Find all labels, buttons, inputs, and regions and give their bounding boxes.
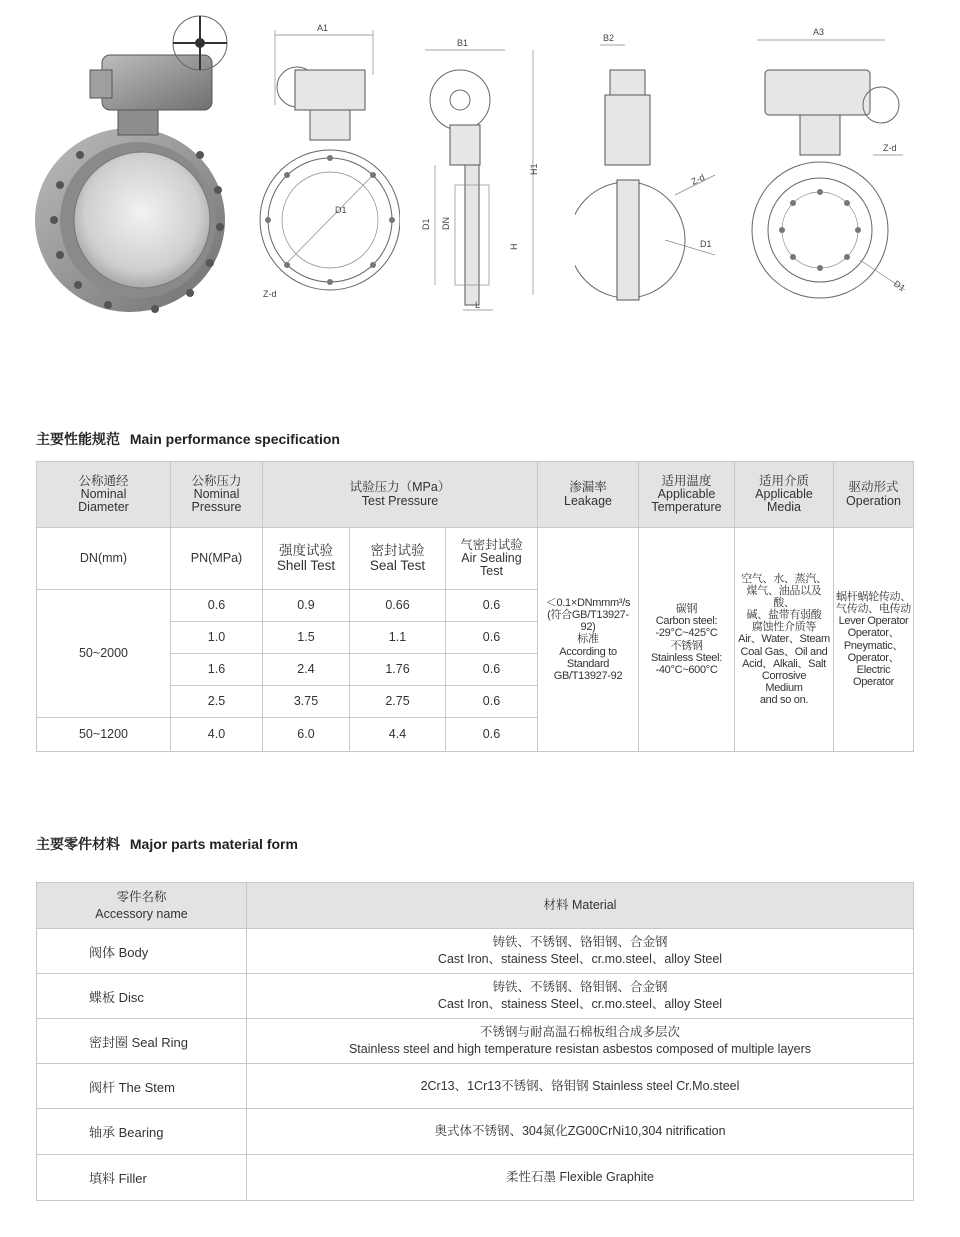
label-a3: A3 <box>813 27 825 37</box>
performance-title-en: Main performance specification <box>129 431 340 447</box>
table-row <box>37 974 914 1019</box>
table-row <box>37 1019 914 1064</box>
table-row <box>37 929 914 974</box>
part-name-cell: 阀体 Body <box>37 929 247 974</box>
subheader-seal-test: 密封试验 Seal Test <box>350 528 446 590</box>
label-d1-side: D1 <box>421 218 431 230</box>
part-name-cell: 密封圈 Seal Ring <box>37 1019 247 1064</box>
seal-cell: 4.4 <box>350 718 446 752</box>
label-dn: DN <box>441 217 451 230</box>
header-media: 适用介质 Applicable Media <box>735 462 834 528</box>
header-operation: 驱动形式 Operation <box>834 462 914 528</box>
seal-cell: 2.75 <box>350 686 446 718</box>
shell-cell: 3.75 <box>263 686 350 718</box>
leakage-cell: ＜0.1×DNmmm³/s (符合GB/T13927-92) 标准 According to Standard GB/T13927-92 <box>538 528 639 752</box>
header-nominal-diameter: 公称通经 Nominal Diameter <box>37 462 171 528</box>
part-name-cell: 阀杆 The Stem <box>37 1064 247 1109</box>
operation-cell: 蜗杆蜗轮传动、 气传动、电传动 Lever Operator Operator、 Pneymatic、 Operator、 Electric Operator <box>834 528 914 752</box>
air-cell: 0.6 <box>446 622 538 654</box>
material-cell: 2Cr13、1Cr13不锈钢、铬钼钢 Stainless steel Cr.Mo.steel <box>247 1064 914 1109</box>
material-cell: 柔性石墨 Flexible Graphite <box>247 1155 914 1201</box>
pn-cell: 1.6 <box>171 654 263 686</box>
label-zd-gear: Z-d <box>689 172 707 187</box>
label-h: H <box>509 243 519 250</box>
materials-table <box>36 882 914 1201</box>
label-b1: B1 <box>457 38 469 48</box>
drawing-front-view <box>255 15 400 315</box>
subheader-shell-test: 强度试验 Shell Test <box>263 528 350 590</box>
media-cell: 空气、水、蒸汽、 煤气、油品以及酸、 碱、盐带有弱酸 腐蚀性介质等 Air、Water、Steam Coal Gas、Oil and Acid、Alkali、Salt Corrosive Medium and so on. <box>735 528 834 752</box>
performance-table <box>36 461 914 752</box>
material-cell: 不锈钢与耐高温石棉板组合成多层次 Stainless steel and high temperature resistan asbestos composed of multiple layers <box>247 1019 914 1064</box>
materials-title <box>36 834 298 854</box>
materials-title-en: Major parts material form <box>129 836 298 852</box>
pn-cell: 2.5 <box>171 686 263 718</box>
part-name-cell: 蝶板 Disc <box>37 974 247 1019</box>
seal-cell: 1.1 <box>350 622 446 654</box>
air-cell: 0.6 <box>446 590 538 622</box>
subheader-dn-unit: DN(mm) <box>37 528 171 590</box>
label-d1-gear: D1 <box>700 239 712 249</box>
valve-photo <box>30 15 240 315</box>
label-l: L <box>475 300 481 310</box>
performance-title <box>36 429 340 449</box>
shell-cell: 2.4 <box>263 654 350 686</box>
valve-figures <box>30 15 930 325</box>
drawing-side-view <box>405 15 550 315</box>
temperature-cell: 碳钢 Carbon steel: -29°C~425°C 不锈钢 Stainless Steel: -40°C~600°C <box>639 528 735 752</box>
materials-title-zh: 主要零件材料 <box>36 836 120 852</box>
header-temperature: 适用温度 Applicable Temperature <box>639 462 735 528</box>
header-test-pressure: 试验压力（MPa） Test Pressure <box>263 462 538 528</box>
label-d1-front: D1 <box>335 205 347 215</box>
header-leakage: 渗漏率 Leakage <box>538 462 639 528</box>
pn-cell: 1.0 <box>171 622 263 654</box>
label-a1: A1 <box>317 23 329 33</box>
seal-cell: 1.76 <box>350 654 446 686</box>
dn-range-cell: 50~1200 <box>37 718 171 752</box>
shell-cell: 6.0 <box>263 718 350 752</box>
drawing-electric-view <box>745 15 930 315</box>
material-cell: 奥式体不锈钢、304氮化ZG00CrNi10,304 nitrification <box>247 1109 914 1155</box>
air-cell: 0.6 <box>446 686 538 718</box>
header-accessory-name: 零件名称 Accessory name <box>37 883 247 929</box>
subheader-air-test: 气密封试验 Air Sealing Test <box>446 528 538 590</box>
pn-cell: 4.0 <box>171 718 263 752</box>
label-d1-electric: D1 <box>891 278 908 294</box>
air-cell: 0.6 <box>446 718 538 752</box>
label-zd-front: Z-d <box>263 289 277 299</box>
header-nominal-pressure: 公称压力 Nominal Pressure <box>171 462 263 528</box>
subheader-pn-unit: PN(MPa) <box>171 528 263 590</box>
label-zd-electric: Z-d <box>883 143 897 153</box>
label-b2: B2 <box>603 33 615 43</box>
performance-title-zh: 主要性能规范 <box>36 431 120 447</box>
pn-cell: 0.6 <box>171 590 263 622</box>
seal-cell: 0.66 <box>350 590 446 622</box>
material-cell: 铸铁、不锈钢、铬钼钢、合金钢 Cast Iron、stainess Steel、cr.mo.steel、alloy Steel <box>247 929 914 974</box>
material-cell: 铸铁、不锈钢、铬钼钢、合金钢 Cast Iron、stainess Steel、cr.mo.steel、alloy Steel <box>247 974 914 1019</box>
table-row <box>37 1155 914 1201</box>
drawing-gear-side-view <box>575 15 720 315</box>
air-cell: 0.6 <box>446 654 538 686</box>
label-h1: H1 <box>529 163 539 175</box>
shell-cell: 1.5 <box>263 622 350 654</box>
table-row <box>37 1064 914 1109</box>
table-row <box>37 1109 914 1155</box>
header-material: 材料 Material <box>247 883 914 929</box>
part-name-cell: 填料 Filler <box>37 1155 247 1201</box>
shell-cell: 0.9 <box>263 590 350 622</box>
dn-range-cell: 50~2000 <box>37 590 171 718</box>
part-name-cell: 轴承 Bearing <box>37 1109 247 1155</box>
